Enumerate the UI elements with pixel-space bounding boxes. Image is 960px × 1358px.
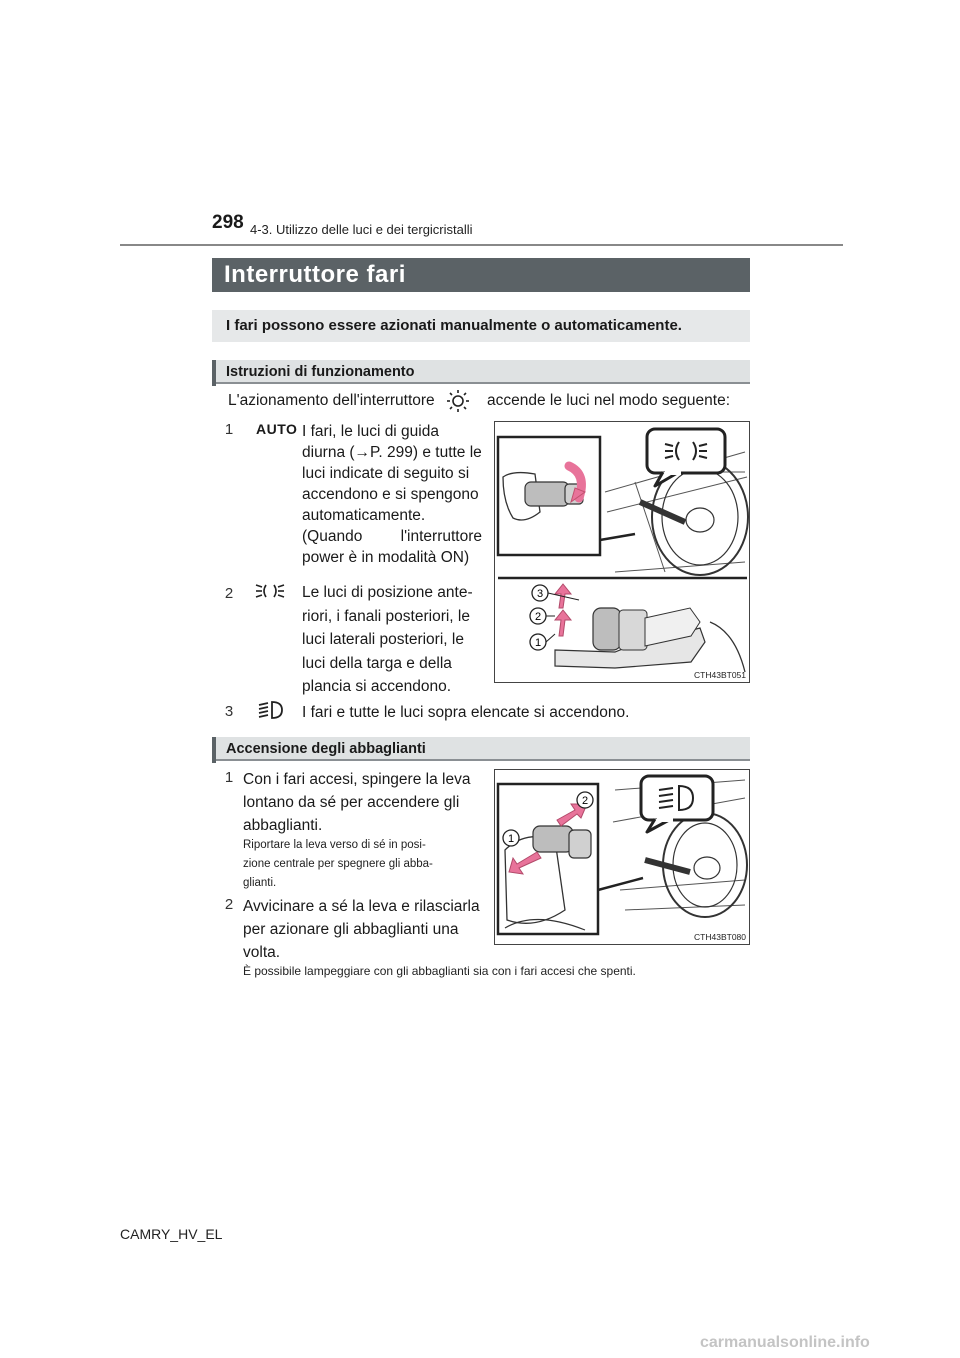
- watermark: carmanualsonline.info: [700, 1334, 870, 1351]
- high-beam-number-2: 2: [224, 896, 234, 913]
- figure-1-code: CTH43BT051: [694, 670, 746, 680]
- figure-2-callout-2: 2: [581, 795, 589, 807]
- auto-position-label: AUTO: [256, 421, 298, 437]
- high-beam-illustration: [495, 770, 749, 944]
- page-number: 298: [212, 212, 244, 233]
- footer-model-code: CAMRY_HV_EL: [120, 1226, 223, 1242]
- high-beam-item-1-note: Riportare la leva verso di sé in posi- zione centrale per spegnere gli abba- glianti.: [243, 839, 433, 889]
- item-2-description: Le luci di posizione ante- riori, i fanali posteriori, le luci laterali posteriori, le luci della targa e della plancia si accendono.: [302, 584, 473, 695]
- high-beam-number-1: 1: [224, 769, 234, 786]
- section-title: 4-3. Utilizzo delle luci e dei tergicristalli: [250, 222, 473, 237]
- figure-1-callout-2: 2: [534, 611, 542, 623]
- headlight-switch-icon: [444, 389, 472, 413]
- parking-lights-icon: [254, 580, 286, 602]
- figure-1-callout-1: 1: [534, 637, 542, 649]
- high-beam-flash-note: È possibile lampeggiare con gli abbaglianti sia con i fari accesi che spenti.: [243, 964, 636, 978]
- high-beam-figure: [494, 769, 750, 945]
- headlight-switch-illustration: [495, 422, 749, 682]
- high-beam-heading: Accensione degli abbaglianti: [212, 737, 750, 761]
- high-beam-item-2-description: Avvicinare a sé la leva e rilasciarla per azionare gli abbaglianti una volta.: [243, 898, 480, 961]
- item-1-description: I fari, le luci di guida diurna (→P. 299) e tutte le luci indicate di seguito si accendono e si spengono automaticamente. (Quando l'interruttore power è in modalità ON): [302, 423, 482, 566]
- figure-2-code: CTH43BT080: [694, 932, 746, 942]
- intro-text: I fari possono essere azionati manualmente o automaticamente.: [212, 310, 750, 342]
- page-title: Interruttore fari: [212, 258, 750, 292]
- operating-sentence-end: accende le luci nel modo seguente:: [487, 392, 730, 409]
- item-number-1: 1: [224, 421, 234, 438]
- figure-1-callout-3: 3: [536, 588, 544, 600]
- headlights-on-icon: [256, 699, 284, 721]
- item-number-3: 3: [224, 703, 234, 720]
- figure-2-callout-1: 1: [507, 833, 515, 845]
- high-beam-item-1-description: Con i fari accesi, spingere la leva lontano da sé per accendere gli abbaglianti.: [243, 771, 471, 834]
- operating-heading: Istruzioni di funzionamento: [212, 360, 750, 384]
- item-number-2: 2: [224, 585, 234, 602]
- operating-sentence-start: L'azionamento dell'interruttore: [228, 392, 435, 409]
- headlight-switch-figure: [494, 421, 750, 683]
- item-3-description: I fari e tutte le luci sopra elencate si accendono.: [302, 704, 630, 721]
- header-divider: [120, 244, 843, 246]
